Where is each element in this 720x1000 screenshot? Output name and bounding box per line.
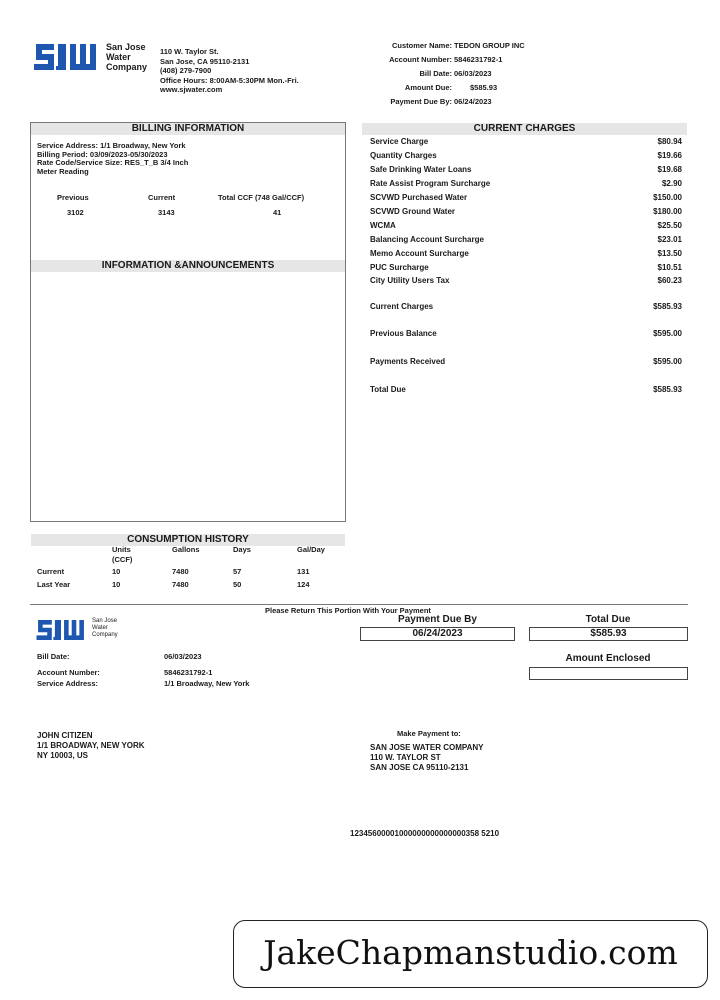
detail-value: 5846231792-1 <box>164 668 213 677</box>
consumption-header-units <box>112 545 132 564</box>
charge-amount: $13.50 <box>657 249 682 258</box>
detail-label: Bill Date: <box>37 652 70 661</box>
consumption-title: CONSUMPTION HISTORY <box>31 534 345 546</box>
tear-line <box>30 604 688 605</box>
company-name <box>106 42 147 72</box>
summary-label: Payment Due By: <box>390 97 452 106</box>
service-address: Service Address: 1/1 Broadway, New York <box>37 141 186 150</box>
meter-header-current: Current <box>148 193 176 202</box>
charge-label: SCVWD Ground Water <box>370 207 456 216</box>
total-amount: $585.93 <box>653 302 682 311</box>
customer-mailing-address <box>37 731 145 761</box>
charge-label: WCMA <box>370 221 396 230</box>
summary-label: Account Number: <box>389 55 452 64</box>
return-note: Please Return This Portion With Your Payment <box>265 606 431 615</box>
summary-row <box>362 41 562 55</box>
watermark-text: JakeChapmanstudio.com <box>263 933 678 972</box>
company-name-line: San Jose <box>92 618 118 624</box>
consumption-header-days: Days <box>233 545 251 554</box>
detail-label: Service Address: <box>37 679 99 688</box>
charge-amount: $2.90 <box>661 179 682 188</box>
row-label: Current <box>37 567 65 576</box>
total-amount: $595.00 <box>653 357 682 366</box>
payment-due-date: 06/24/2023 <box>454 97 492 106</box>
charge-amount: $180.00 <box>653 207 682 216</box>
galday-value: 131 <box>297 567 310 576</box>
total-due-box: $585.93 <box>529 627 688 641</box>
charge-amount: $23.01 <box>657 235 682 244</box>
stub-details <box>37 652 297 690</box>
total-amount: $595.00 <box>653 329 682 338</box>
stub-logo <box>33 617 133 645</box>
company-name-line: San Jose <box>106 42 146 52</box>
amount-enclosed-label: Amount Enclosed <box>565 653 651 664</box>
charge-label: Service Charge <box>370 137 429 146</box>
address-line: Office Hours: 8:00AM-5:30PM Mon.-Fri. <box>160 75 299 85</box>
summary-row <box>362 83 562 97</box>
billing-period: Billing Period: 03/09/2023-05/30/2023 <box>37 149 168 159</box>
detail-value: 06/03/2023 <box>164 652 202 661</box>
meter-previous-value: 3102 <box>67 208 84 217</box>
consumption-row <box>37 580 337 590</box>
total-label: Payments Received <box>370 357 446 366</box>
watermark-badge <box>233 920 708 988</box>
pay-to-label: Make Payment to: <box>397 729 461 738</box>
stub-detail-row <box>37 679 297 690</box>
summary-row <box>362 97 562 111</box>
company-address <box>160 47 299 95</box>
charge-label: SCVWD Purchased Water <box>370 193 468 202</box>
due-by-box: 06/24/2023 <box>360 627 515 641</box>
stub-detail-row <box>37 668 297 679</box>
stub-company-name <box>92 618 118 639</box>
summary-label: Bill Date: <box>419 69 452 78</box>
meter-total-value: 41 <box>273 208 282 217</box>
row-label: Last Year <box>37 580 71 589</box>
meter-header-previous: Previous <box>57 193 89 202</box>
header-units: Units <box>112 545 131 554</box>
days-value: 57 <box>233 567 242 576</box>
company-name-line: Water <box>92 625 108 631</box>
rate-code: Rate Code/Service Size: RES_T_B 3/4 Inch <box>37 158 189 167</box>
amount-enclosed-field[interactable] <box>529 667 688 680</box>
pay-to-line: SAN JOSE WATER COMPANY <box>370 743 484 752</box>
account-number: 5846231792-1 <box>454 55 503 64</box>
charge-label: Quantity Charges <box>370 151 437 160</box>
header-units-sub: (CCF) <box>112 554 133 564</box>
customer-line: NY 10003, US <box>37 751 88 760</box>
consumption-header-gallons: Gallons <box>172 545 200 554</box>
charge-amount: $60.23 <box>657 276 682 285</box>
website-link[interactable]: www.sjwater.com <box>160 85 223 94</box>
address-line: 110 W. Taylor St. <box>160 47 219 56</box>
scanline: 12345600001000000000000000358 5210 <box>350 829 500 838</box>
charge-amount: $25.50 <box>657 221 682 230</box>
meter-reading-label: Meter Reading <box>37 166 89 176</box>
address-line: San Jose, CA 95110-2131 <box>160 56 250 66</box>
billing-info-panel <box>30 122 346 522</box>
charge-label: Balancing Account Surcharge <box>370 235 484 244</box>
summary-row <box>362 55 562 69</box>
sjw-logo-icon <box>30 40 102 74</box>
gallons-value: 7480 <box>172 580 189 589</box>
current-charges-title: CURRENT CHARGES <box>362 123 687 135</box>
bill-date: 06/03/2023 <box>454 69 492 78</box>
pay-to-line: SAN JOSE CA 95110-2131 <box>370 763 469 772</box>
pay-to-line: 110 W. TAYLOR ST <box>370 753 441 762</box>
summary-label: Amount Due: <box>404 83 452 92</box>
company-logo <box>30 40 150 76</box>
stub-detail-row <box>37 652 297 668</box>
total-label: Current Charges <box>370 302 434 311</box>
units-value: 10 <box>112 567 121 576</box>
consumption-row <box>37 567 337 577</box>
amount-due: $585.93 <box>470 83 498 92</box>
gallons-value: 7480 <box>172 567 189 576</box>
meter-current-value: 3143 <box>158 208 175 217</box>
sjw-logo-icon <box>33 617 89 643</box>
charge-label: Rate Assist Program Surcharge <box>370 179 491 188</box>
units-value: 10 <box>112 580 121 589</box>
meter-header-total: Total CCF (748 Gal/CCF) <box>218 193 305 202</box>
detail-value: 1/1 Broadway, New York <box>164 679 250 688</box>
pay-to-address <box>370 743 484 773</box>
days-value: 50 <box>233 580 242 589</box>
charge-amount: $19.68 <box>657 165 682 174</box>
total-label: Total Due <box>370 385 406 394</box>
galday-value: 124 <box>297 580 310 589</box>
billing-info-lines <box>37 142 188 176</box>
charge-label: Safe Drinking Water Loans <box>370 165 472 174</box>
company-name-line: Company <box>106 62 148 72</box>
total-due-label: Total Due <box>585 614 631 625</box>
account-summary <box>362 41 562 111</box>
charge-amount: $80.94 <box>657 137 682 146</box>
company-name-line: Company <box>92 632 118 638</box>
charge-amount: $150.00 <box>653 193 682 202</box>
customer-line: JOHN CITIZEN <box>37 731 93 740</box>
summary-row <box>362 69 562 83</box>
total-label: Previous Balance <box>370 329 437 338</box>
charge-label: PUC Surcharge <box>370 263 429 272</box>
consumption-header-galday: Gal/Day <box>297 545 325 554</box>
due-by-label: Payment Due By <box>398 614 477 625</box>
charge-label: City Utility Users Tax <box>370 276 450 285</box>
charge-amount: $19.66 <box>657 151 682 160</box>
customer-line: 1/1 BROADWAY, NEW YORK <box>37 741 145 750</box>
charge-amount: $10.51 <box>657 263 682 272</box>
address-line: (408) 279-7900 <box>160 66 212 75</box>
detail-label: Account Number: <box>37 668 100 677</box>
total-amount: $585.93 <box>653 385 682 394</box>
announcements-title: INFORMATION &ANNOUNCEMENTS <box>31 260 345 272</box>
charge-label: Memo Account Surcharge <box>370 249 469 258</box>
customer-name: TEDON GROUP INC <box>454 41 525 50</box>
company-name-line: Water <box>106 52 131 62</box>
billing-info-title: BILLING INFORMATION <box>31 123 345 135</box>
summary-label: Customer Name: <box>391 41 452 50</box>
